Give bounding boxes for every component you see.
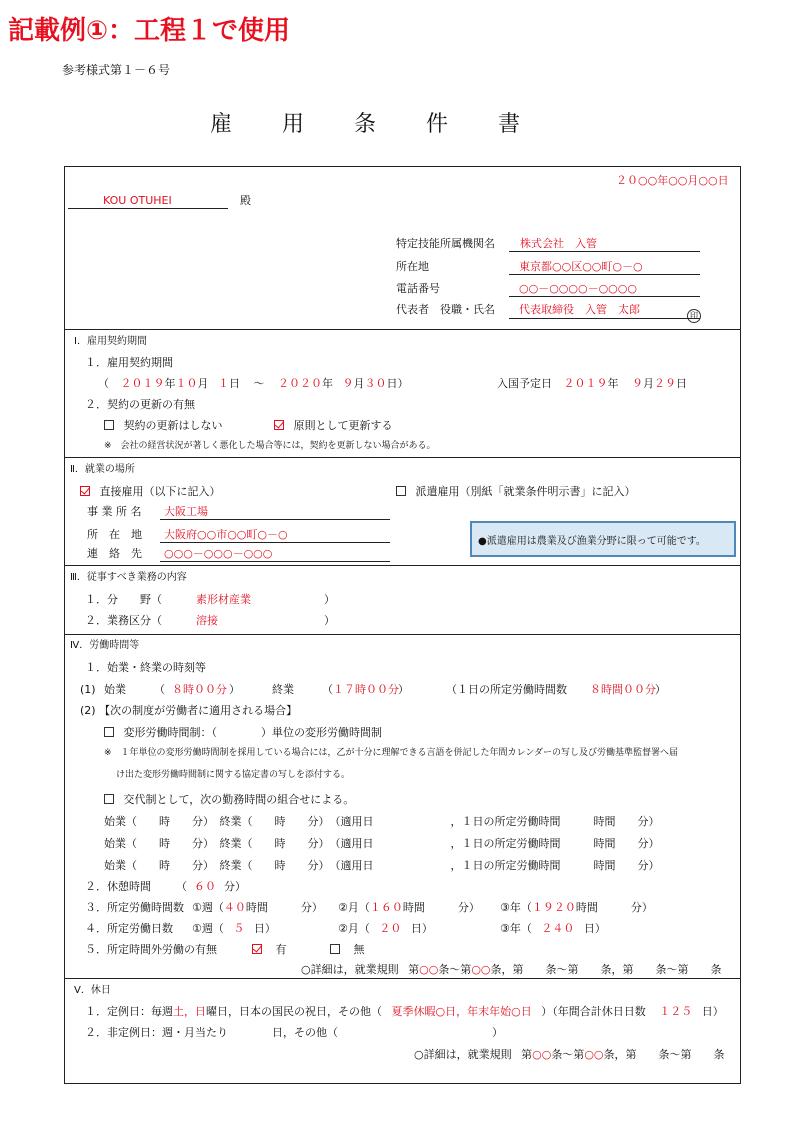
seal-mark <box>687 303 701 323</box>
section4-title: Ⅳ．労働時間等 <box>70 640 140 651</box>
example-heading: 記載例①：工程１で使用 <box>8 16 291 46</box>
employer-address-value: 東京都○○区○○町○－○ <box>519 260 643 273</box>
detail-text: ○詳細は，就業規則 <box>414 1048 512 1061</box>
option-renew[interactable] <box>274 419 393 432</box>
option-direct-employment[interactable] <box>80 485 221 498</box>
checkbox-unchecked-icon[interactable] <box>104 727 114 737</box>
yearly-days <box>500 922 606 935</box>
monthly-days <box>338 922 433 935</box>
employer-address-label: 所在地 <box>396 260 429 273</box>
section-divider <box>64 457 741 458</box>
work-days-label: ４．所定労働日数 <box>85 922 173 935</box>
variable-hours-note-2: け出た変形労働時間制に関する協定書の写しを添付する。 <box>116 770 351 780</box>
detail-text: 条～第 <box>438 963 472 976</box>
checkbox-checked-icon[interactable] <box>252 944 262 954</box>
checkbox-unchecked-icon[interactable] <box>330 944 340 954</box>
weekly-days-value: ５ <box>233 922 245 935</box>
employer-org-label: 特定技能所属機関名 <box>396 237 495 250</box>
option-overtime-no[interactable] <box>330 943 365 956</box>
end-year: ２０２０ <box>278 377 322 390</box>
entry-year: ２０１９ <box>563 377 608 390</box>
checkbox-checked-icon[interactable] <box>274 420 284 430</box>
detail-article: ○○ <box>419 963 439 976</box>
start-time-label: 始業 <box>104 683 126 696</box>
checkbox-unchecked-icon[interactable] <box>104 420 114 430</box>
dispatch-notice-box: ●派遣雇用は農業及び漁業分野に限って可能です。 <box>470 521 736 557</box>
yearly-hours-value: １９２０ <box>531 901 576 914</box>
paren: ） <box>655 683 666 696</box>
weekly-days-label: ①週（ <box>192 922 224 935</box>
renewal-note: ※ 会社の経営状況が著しく悪化した場合等には，契約を更新しない場合がある。 <box>104 441 436 451</box>
addressee-name: KOU OTUHEI <box>103 194 172 207</box>
break-unit: 分） <box>224 880 246 893</box>
addressee-suffix: 殿 <box>240 194 251 207</box>
unit: 日 <box>676 377 687 390</box>
entry-month: ９ <box>632 377 643 390</box>
weekly-hours-value: ４０ <box>223 901 246 914</box>
daily-hours-value: ８時間００分 <box>590 683 656 696</box>
option-no-renew[interactable] <box>104 419 223 432</box>
section-divider <box>64 329 741 330</box>
yearly-hours <box>500 901 653 914</box>
start-day: １ <box>218 377 229 390</box>
weekly-days <box>192 922 276 935</box>
other-holidays: 夏季休暇○日，年末年始○日 <box>391 1005 532 1018</box>
monthly-days-unit: 日） <box>410 922 433 935</box>
detail-text: 曜日，日本の国民の祝日，その他（ <box>206 1005 382 1018</box>
unit: 月 <box>197 377 209 390</box>
paren: ） <box>229 683 240 696</box>
variable-hours-note-1: ※ １年単位の変形労働時間制を採用している場合には，乙が十分に理解できる言語を併記した年間カレンダーの写し及び労働基準監督署へ届 <box>104 748 678 758</box>
location-label: 所 在 地 <box>87 528 142 541</box>
option-dispatch-employment[interactable] <box>396 485 636 498</box>
paren: ） <box>324 593 335 606</box>
section5-title: Ⅴ．休日 <box>74 985 111 996</box>
addressee-underline <box>68 208 228 209</box>
entry-date <box>497 377 687 390</box>
section1-item1-label: １．雇用契約期間 <box>85 356 173 369</box>
break-value: ６０ <box>194 880 216 893</box>
paren: （ <box>322 683 333 696</box>
detail-text: ）（年間合計休日日数 <box>541 1005 646 1018</box>
shift-row: 始業（ 時 分） 終業（ 時 分） （適用日 ，１日の所定労働時間 時間 分） <box>104 815 660 828</box>
paren: （ <box>154 683 165 696</box>
yearly-days-value: ２４０ <box>541 922 575 935</box>
work-hours-item1: １．始業・終業の時刻等 <box>85 661 206 674</box>
holidays-regular <box>85 1005 724 1018</box>
start-time-value: ８時００分 <box>172 683 227 696</box>
detail-text: 第 <box>408 963 420 976</box>
detail-text: 日） <box>701 1005 724 1018</box>
detail-text: 条～第 <box>551 1048 585 1061</box>
unit: 月 <box>353 377 365 390</box>
field-label: １．分 野（ <box>85 593 162 606</box>
section-divider <box>64 978 741 979</box>
office-name-value: 大阪工場 <box>164 505 208 518</box>
detail-text: 第 <box>521 1048 533 1061</box>
unit: 年 <box>322 377 333 390</box>
issue-date: ２０○○年○○月○○日 <box>616 174 729 187</box>
holiday-rules-detail <box>414 1048 725 1061</box>
annual-holiday-total: １２５ <box>659 1005 693 1018</box>
option-label: 交代制として，次の勤務時間の組合せによる。 <box>123 793 355 806</box>
work-hours-num: (1) <box>80 683 96 696</box>
option-variable-hours[interactable] <box>104 726 382 739</box>
weekly-hours-label: ①週（ <box>192 901 224 914</box>
range-separator: ～ <box>253 377 265 390</box>
underline <box>509 318 700 319</box>
unit: 月 <box>643 377 654 390</box>
detail-text: 条，第 条～第 条 <box>603 1048 725 1061</box>
option-label: 有 <box>275 943 287 956</box>
employer-org-value: 株式会社 入管 <box>520 237 597 250</box>
underline <box>509 296 700 297</box>
entry-date-label: 入国予定日 <box>497 377 552 390</box>
end-time-label: 終業 <box>272 683 294 696</box>
location-value: 大阪府○○市○○町○－○ <box>164 528 288 541</box>
section2-title: Ⅱ．就業の場所 <box>70 464 135 475</box>
work-category-label: ２．業務区分（ <box>85 614 162 627</box>
contact-label: 連 絡 先 <box>87 547 142 560</box>
monthly-hours-unit: 時間 分） <box>402 901 480 914</box>
section1-item2-label: ２．契約の更新の有無 <box>85 398 195 411</box>
document-title: 雇 用 条 件 書 <box>210 112 523 137</box>
end-time-value: １７時００分 <box>333 683 399 696</box>
option-label: 変形労働時間制：（ ）単位の変形労働時間制 <box>123 726 382 739</box>
end-month: ９ <box>342 377 354 390</box>
yearly-days-unit: 日） <box>583 922 606 935</box>
underline <box>160 519 390 520</box>
weekly-holidays: 土，日 <box>173 1005 206 1018</box>
detail-text: ○詳細は，就業規則 <box>301 963 399 976</box>
work-hours-total-label: ３．所定労働時間数 <box>85 901 184 914</box>
option-label: 無 <box>353 943 365 956</box>
detail-article: ○○ <box>584 1048 604 1061</box>
weekly-hours <box>192 901 323 914</box>
section-divider <box>64 634 741 635</box>
monthly-days-label: ②月（ <box>338 922 370 935</box>
unit: 年 <box>164 377 176 390</box>
employer-phone-label: 電話番号 <box>396 282 440 295</box>
entry-day: ２９ <box>654 377 676 390</box>
employer-rep-label: 代表者 役職・氏名 <box>396 303 495 316</box>
underline <box>509 274 700 275</box>
underline <box>509 251 700 252</box>
underline <box>160 542 390 543</box>
yearly-hours-unit: 時間 分） <box>575 901 653 914</box>
shift-row: 始業（ 時 分） 終業（ 時 分） （適用日 ，１日の所定労働時間 時間 分） <box>104 837 660 850</box>
option-label: 派遣雇用（別紙「就業条件明示書」に記入） <box>415 485 636 498</box>
seal-icon: 印 <box>687 309 701 323</box>
yearly-days-label: ③年（ <box>500 922 532 935</box>
checkbox-unchecked-icon[interactable] <box>396 486 406 496</box>
monthly-hours-label: ②月（ <box>338 901 370 914</box>
system-applies-heading: (2) 【次の制度が労働者に適用される場合】 <box>80 704 298 717</box>
detail-text: １．定例日：毎週 <box>85 1005 173 1018</box>
start-year: ２０１９ <box>120 377 165 390</box>
monthly-hours-value: １６０ <box>369 901 403 914</box>
end-day: ３０ <box>364 377 387 390</box>
detail-article: ○○ <box>532 1048 552 1061</box>
yearly-hours-label: ③年（ <box>500 901 532 914</box>
section-divider <box>64 565 741 566</box>
holidays-irregular: ２．非定例日：週・月当たり 日，その他（ ） <box>85 1026 503 1039</box>
option-shift-system[interactable] <box>104 793 354 806</box>
unit: 日） <box>386 377 409 390</box>
unit: 日 <box>229 377 240 390</box>
detail-text: 条，第 条～第 条，第 条～第 条 <box>490 963 722 976</box>
overtime-label: ５．所定時間外労働の有無 <box>85 943 217 956</box>
form-number: 参考様式第１－６号 <box>62 63 171 77</box>
option-overtime-yes[interactable] <box>252 943 287 956</box>
shift-row: 始業（ 時 分） 終業（ 時 分） （適用日 ，１日の所定労働時間 時間 分） <box>104 859 660 872</box>
section3-title: Ⅲ．従事すべき業務の内容 <box>70 572 187 583</box>
break-label: ２．休憩時間 <box>85 880 151 893</box>
weekly-days-unit: 日） <box>253 922 276 935</box>
paren: （ <box>98 377 109 390</box>
weekly-hours-unit: 時間 分） <box>245 901 323 914</box>
employer-phone-value: ○○－○○○○－○○○○ <box>519 282 637 295</box>
work-rules-detail <box>301 963 722 976</box>
employer-rep-value: 代表取締役 入管 太郎 <box>519 303 640 316</box>
paren: ） <box>398 683 409 696</box>
paren: ） <box>324 614 335 627</box>
option-label: 原則として更新する <box>293 419 393 432</box>
monthly-days-value: ２０ <box>379 922 402 935</box>
section1-title: Ⅰ．雇用契約期間 <box>74 336 147 347</box>
start-month: １０ <box>175 377 198 390</box>
office-name-label: 事 業 所 名 <box>87 505 142 518</box>
checkbox-checked-icon[interactable] <box>80 486 90 496</box>
work-category-value: 溶接 <box>196 614 218 627</box>
option-label: 契約の更新はしない <box>123 419 223 432</box>
contact-value: ○○○－○○○－○○○ <box>164 547 273 560</box>
detail-article: ○○ <box>471 963 491 976</box>
unit: 年 <box>607 377 619 390</box>
underline <box>160 561 390 562</box>
field-value: 素形材産業 <box>196 593 251 606</box>
option-label: 直接雇用（以下に記入） <box>99 485 221 498</box>
paren: （ <box>176 880 187 893</box>
checkbox-unchecked-icon[interactable] <box>104 794 114 804</box>
contract-period <box>98 377 409 390</box>
daily-hours-label: （１日の所定労働時間数 <box>446 683 567 696</box>
monthly-hours <box>338 901 480 914</box>
